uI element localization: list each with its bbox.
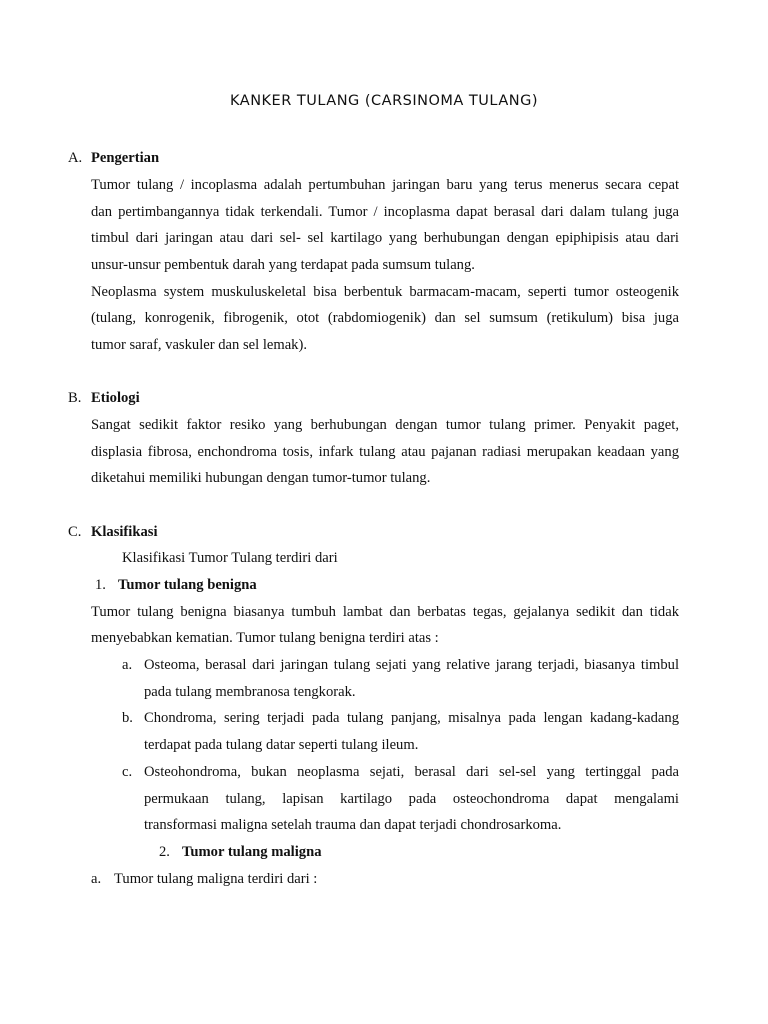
sub2-item-a-line: Tumor tulang maligna terdiri dari : [114, 871, 318, 887]
sub1-item-a-marker: a. [122, 657, 133, 673]
section-a-line: dan pertimbangannya tidak terkendali. Tumor / incoplasma dapat berasal dari dalam tulang juga [91, 204, 679, 220]
section-a-heading: Pengertian [91, 150, 160, 166]
section-b-line: Sangat sedikit faktor resiko yang berhubungan dengan tumor tulang primer. Penyakit paget, [91, 417, 679, 433]
document-title: KANKER TULANG (CARSINOMA TULANG) [230, 93, 538, 109]
sub1-item-c-line: permukaan tulang, lapisan kartilago pada osteochondroma dapat mengalami [144, 791, 679, 807]
sub1-item-a-line: Osteoma, berasal dari jaringan tulang sejati yang relative jarang terjadi, biasanya timbul [144, 657, 679, 673]
section-c-heading: Klasifikasi [91, 524, 158, 540]
sub2-marker: 2. [159, 844, 170, 860]
sub1-item-c-line: Osteohondroma, bukan neoplasma sejati, berasal dari sel-sel yang tertinggal pada [144, 764, 679, 780]
section-a-line: (tulang, konrogenik, fibrogenik, otot (rabdomiogenik) dan sel sumsum (retikulum) bisa juga [91, 310, 679, 326]
section-b-heading: Etiologi [91, 390, 140, 406]
sub1-line: Tumor tulang benigna biasanya tumbuh lambat dan berbatas tegas, gejalanya sedikit dan tidak [91, 604, 679, 620]
section-b-line: displasia fibrosa, enchondroma tosis, infark tulang atau pajanan radiasi merupakan keadaan yang [91, 444, 679, 460]
section-c-intro: Klasifikasi Tumor Tulang terdiri dari [122, 550, 338, 566]
section-a-line: tumor saraf, vaskuler dan sel lemak). [91, 337, 307, 353]
section-c-marker: C. [68, 524, 82, 540]
section-a-line: Neoplasma system muskuluskeletal bisa berbentuk barmacam-macam, seperti tumor osteogenik [91, 284, 679, 300]
sub1-item-b-line: Chondroma, sering terjadi pada tulang panjang, misalnya pada lengan kadang-kadang [144, 710, 679, 726]
section-a-line: unsur-unsur pembentuk darah yang terdapat pada sumsum tulang. [91, 257, 475, 273]
sub1-item-c-line: transformasi maligna setelah trauma dan dapat terjadi chondrosarkoma. [144, 817, 562, 833]
sub1-item-c-marker: c. [122, 764, 133, 780]
section-b-marker: B. [68, 390, 82, 406]
sub1-line: menyebabkan kematian. Tumor tulang benigna terdiri atas : [91, 630, 439, 646]
section-a-line: Tumor tulang / incoplasma adalah pertumbuhan jaringan baru yang terus menerus secara cepat [91, 177, 679, 193]
sub2-item-a-marker: a. [91, 871, 102, 887]
sub1-item-a-line: pada tulang membranosa tengkorak. [144, 684, 356, 700]
sub2-heading: Tumor tulang maligna [182, 844, 322, 860]
sub1-marker: 1. [95, 577, 106, 593]
section-a-line: timbul dari jaringan atau dari sel- sel kartilago yang berhubungan dengan epiphipisis atau dari [91, 230, 679, 246]
section-a-marker: A. [68, 150, 83, 166]
sub1-heading: Tumor tulang benigna [118, 577, 257, 593]
sub1-item-b-line: terdapat pada tulang datar seperti tulang ileum. [144, 737, 419, 753]
sub1-item-b-marker: b. [122, 710, 133, 726]
section-b-line: diketahui memiliki hubungan dengan tumor-tumor tulang. [91, 470, 431, 486]
